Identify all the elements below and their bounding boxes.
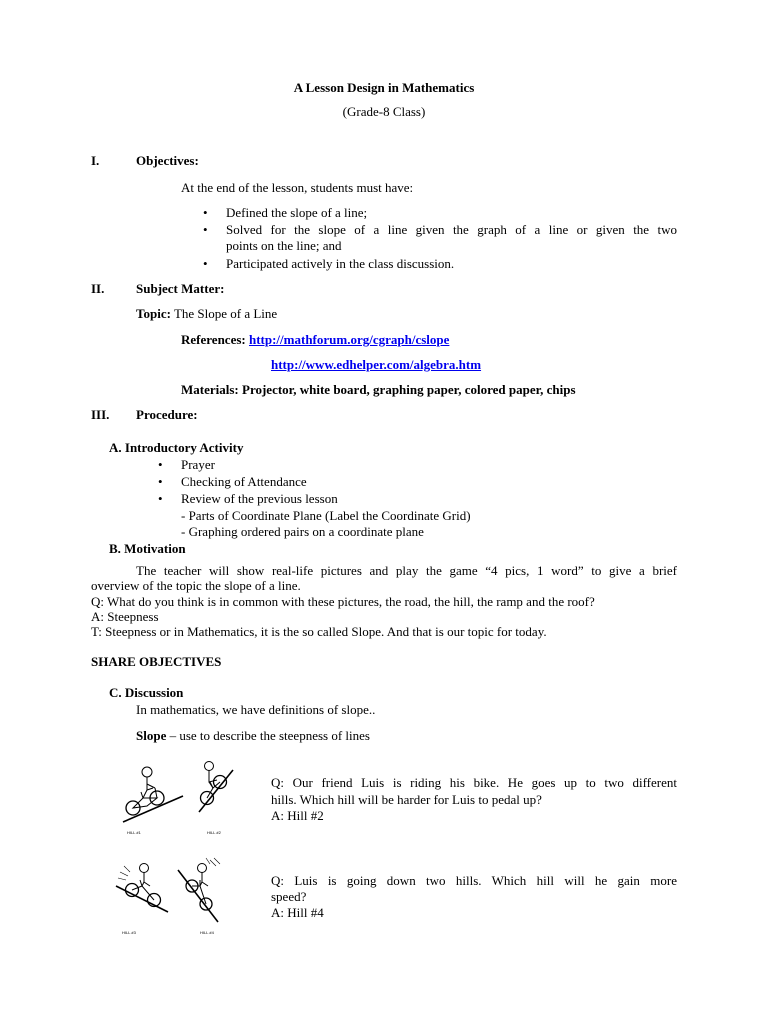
activity-item-1: Prayer: [181, 457, 215, 472]
motivation-heading: B. Motivation: [109, 541, 186, 556]
question-1-line-2: hills. Which hill will be harder for Luis to pedal up?: [271, 792, 542, 807]
objective-item-1: Defined the slope of a line;: [226, 205, 368, 220]
objective-bullet-2: •: [203, 222, 208, 237]
subject-heading: Subject Matter:: [136, 281, 225, 296]
section-number-3: III.: [91, 407, 110, 422]
slope-definition-text: – use to describe the steepness of lines: [166, 728, 370, 743]
slope-definition: [136, 728, 370, 744]
page-title: A Lesson Design in Mathematics: [293, 80, 475, 95]
reference-link-1[interactable]: http://mathforum.org/cgraph/cslope: [248, 332, 450, 347]
objective-item-3: Participated actively in the class discussion.: [226, 256, 455, 271]
page-subtitle: (Grade-8 Class): [342, 104, 426, 119]
motivation-question: Q: What do you think is in common with these pictures, the road, the hill, the ramp and the roof?: [91, 594, 595, 609]
hill-label-4: HILL #4: [200, 930, 214, 935]
objective-item-2: Solved for the slope of a line given the graph of a line or given the two: [226, 222, 677, 237]
slope-term: Slope: [136, 728, 167, 743]
activity-bullet-2: •: [158, 474, 163, 489]
hill-label-3: HILL #3: [122, 930, 136, 935]
answer-1: A: Hill #2: [271, 808, 324, 823]
activity-item-3: Review of the previous lesson: [181, 491, 338, 506]
objective-item-2-cont: points on the line; and: [226, 238, 342, 253]
objective-bullet-3: •: [203, 256, 208, 271]
topic-value: The Slope of a Line: [173, 306, 278, 321]
objectives-intro: At the end of the lesson, students must have:: [181, 180, 414, 195]
hill-label-1: HILL #1: [127, 830, 141, 835]
motivation-teacher: T: Steepness or in Mathematics, it is the so called Slope. And that is our topic for today.: [91, 624, 547, 639]
share-objectives-heading: SHARE OBJECTIVES: [91, 654, 222, 669]
section-number-1: I.: [91, 153, 100, 168]
activity-bullet-3: •: [158, 491, 163, 506]
activity-bullet-1: •: [158, 457, 163, 472]
downhill-bike-illustration: [110, 856, 230, 938]
question-1-line-1: Q: Our friend Luis is riding his bike. He goes up to two different: [271, 775, 677, 790]
objectives-heading: Objectives:: [136, 153, 199, 168]
motivation-answer: A: Steepness: [91, 609, 159, 624]
question-2-line-1: Q: Luis is going down two hills. Which hill will he gain more: [271, 873, 677, 888]
references-label: References:: [181, 332, 246, 347]
topic-line: [136, 306, 277, 322]
discussion-heading: C. Discussion: [109, 685, 184, 700]
topic-label: Topic:: [136, 306, 171, 321]
hill-label-2: HILL #2: [207, 830, 221, 835]
answer-2: A: Hill #4: [271, 905, 324, 920]
section-number-2: II.: [91, 281, 105, 296]
intro-activity-heading: A. Introductory Activity: [109, 440, 244, 455]
reference-link-2[interactable]: http://www.edhelper.com/algebra.htm: [271, 357, 482, 372]
motivation-line-1: The teacher will show real-life pictures and play the game “4 pics, 1 word” to give a brief: [136, 563, 677, 578]
uphill-bike-illustration: [117, 758, 237, 838]
activity-subitem-1: - Parts of Coordinate Plane (Label the Coordinate Grid): [181, 508, 471, 523]
procedure-heading: Procedure:: [136, 407, 198, 422]
activity-item-2: Checking of Attendance: [181, 474, 307, 489]
objective-bullet-1: •: [203, 205, 208, 220]
materials-line: Materials: Projector, white board, graphing paper, colored paper, chips: [181, 382, 576, 397]
motivation-line-2: overview of the topic the slope of a line.: [91, 578, 301, 593]
references-line: [181, 332, 449, 348]
question-2-line-2: speed?: [271, 889, 307, 904]
activity-subitem-2: - Graphing ordered pairs on a coordinate plane: [181, 524, 424, 539]
discussion-intro: In mathematics, we have definitions of slope..: [136, 702, 376, 717]
